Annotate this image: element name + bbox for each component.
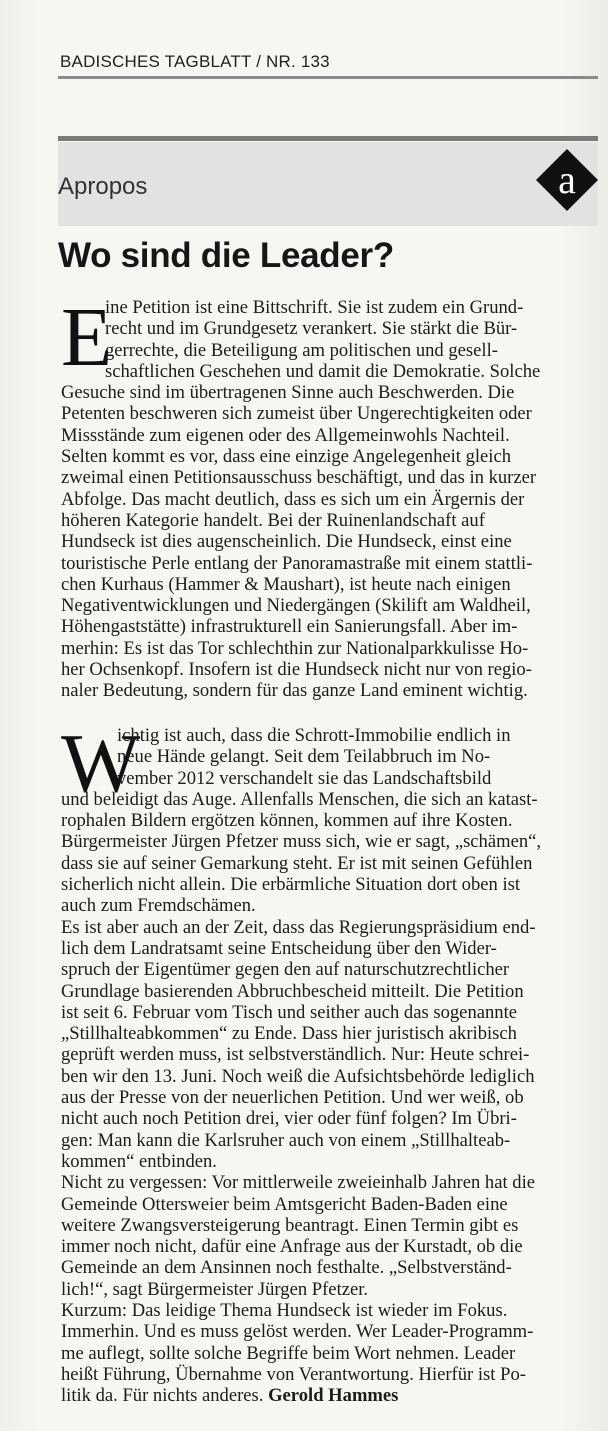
text-line: Bürgermeister Jürgen Pfetzer muss sich, wie er sagt, „schämen“,: [61, 831, 542, 853]
text-line: kommen“ entbinden.: [61, 1150, 217, 1172]
text-line: Selten kommt es vor, dass eine einzige Angelegenheit gleich: [61, 446, 512, 468]
text-line: aus der Presse von der neuerlichen Petition. Und wer weiß, ob: [61, 1087, 524, 1109]
text-line: Gesuche sind im übertragenen Sinne auch Beschwerden. Die: [61, 382, 515, 404]
publication-header: BADISCHES TAGBLATT / NR. 133: [60, 52, 330, 71]
text-line: dass sie auf seiner Gemarkung steht. Er ist mit seinen Gefühlen: [61, 852, 533, 874]
text-line: und beleidigt das Auge. Allenfalls Menschen, die sich an katast-: [61, 788, 538, 810]
badge-letter: a: [558, 157, 576, 202]
header-rule: [58, 76, 598, 79]
text-line: Missstände zum eigenen oder des Allgemeinwohls Nachteil.: [61, 424, 510, 446]
author-name: Gerold Hammes: [268, 1385, 399, 1407]
text-line: ichtig ist auch, dass die Schrott-Immobilie endlich in: [117, 725, 511, 746]
text-line-final: [61, 1385, 597, 1406]
closing-text: litik da. Für nichts anderes.: [61, 1385, 264, 1407]
text-line: ben wir den 13. Juni. Noch weiß die Aufsichtsbehörde lediglich: [61, 1065, 535, 1087]
text-line: Höhengaststätte) infrastrukturell ein Sanierungsfall. Aber im-: [61, 616, 518, 638]
text-line: lich!“, sagt Bürgermeister Jürgen Pfetzer.: [61, 1278, 369, 1300]
text-line: Nicht zu vergessen: Vor mittlerweile zweieinhalb Jahren hat die: [61, 1172, 535, 1194]
text-line: me auflegt, sollte solche Begriffe beim Wort nehmen. Leader: [61, 1342, 516, 1364]
text-line: naler Bedeutung, sondern für das ganze Land eminent wichtig.: [61, 680, 528, 702]
text-line: „Stillhalteabkommen“ zu Ende. Dass hier juristisch akribisch: [61, 1023, 517, 1045]
text-line: Es ist aber auch an der Zeit, dass das Regierungspräsidium end-: [61, 916, 536, 938]
text-line: Kurzum: Das leidige Thema Hundseck ist wieder im Fokus.: [61, 1300, 508, 1322]
section-rule: [58, 136, 598, 141]
text-line: geprüft werden muss, ist selbstverständlich. Nur: Heute schrei-: [61, 1044, 530, 1066]
article-paragraph-2: [61, 725, 597, 1407]
text-line: ine Petition ist eine Bittschrift. Sie ist zudem ein Grund-: [105, 297, 524, 318]
text-line: Grundlage basierenden Abbruchbescheid mitteilt. Die Petition: [61, 980, 524, 1002]
text-line: Negativentwicklungen und Niedergängen (Skilift am Waldheil,: [61, 595, 531, 617]
text-line: spruch der Eigentümer gegen den auf naturschutzrechtlicher: [61, 959, 510, 981]
section-label: Apropos: [58, 173, 148, 200]
text-line: heißt Führung, Übernahme von Verantwortung. Hierfür ist Po-: [61, 1363, 526, 1385]
text-line: lich dem Landratsamt seine Entscheidung über den Wider-: [61, 937, 497, 959]
text-line: Gemeinde Ottersweier beim Amtsgericht Baden-Baden eine: [61, 1193, 508, 1215]
text-line: neue Hände gelangt. Seit dem Teilabbruch im No-: [117, 746, 491, 768]
text-line: schaftlichen Geschehen und damit die Demokratie. Solche: [105, 360, 541, 382]
text-line: Immerhin. Und es muss gelöst werden. Wer Leader-Programm-: [61, 1321, 534, 1343]
text-line: gerrechte, die Beteiligung am politischen und gesell-: [105, 339, 498, 361]
text-line: her Ochsenkopf. Insofern ist die Hundseck nicht nur von regio-: [61, 659, 532, 681]
article-paragraph-1: [61, 291, 597, 702]
text-line: Hundseck ist dies augenscheinlich. Die Hundseck, einst eine: [61, 531, 512, 553]
text-line: ist seit 6. Februar vom Tisch und seither auch das sogenannte: [61, 1001, 518, 1023]
text-line: nicht auch noch Petition drei, vier oder fünf folgen? Im Übri-: [61, 1108, 517, 1130]
article-headline: Wo sind die Leader?: [58, 236, 394, 275]
section-badge-icon: [534, 147, 600, 213]
text-line: recht und im Grundgesetz verankert. Sie stärkt die Bür-: [105, 318, 518, 340]
dropcap-w: W: [61, 717, 141, 810]
text-line: vember 2012 verschandelt sie das Landschaftsbild: [117, 767, 492, 789]
text-line: chen Kurhaus (Hammer & Maushart), ist heute nach einigen: [61, 573, 511, 595]
text-line: zweimal einen Petitionsausschuss beschäftigt, und das in kurzer: [61, 467, 537, 489]
text-line: Petenten beschweren sich zumeist über Ungerechtigkeiten oder: [61, 403, 532, 425]
text-line: gen: Man kann die Karlsruher auch von einem „Stillhalteab-: [61, 1129, 511, 1151]
text-line: rophalen Bildern ergötzen können, kommen auf ihre Kosten.: [61, 810, 513, 832]
text-line: Gemeinde an dem Ansinnen noch festhalte. „Selbstverständ-: [61, 1257, 512, 1279]
text-line: merhin: Es ist das Tor schlechthin zur Nationalparkkulisse Ho-: [61, 637, 529, 659]
text-line: sicherlich nicht allein. Die erbärmliche Situation dort oben ist: [61, 874, 521, 896]
text-line: immer noch nicht, dafür eine Anfrage aus der Kurstadt, ob die: [61, 1236, 523, 1258]
text-line: auch zum Fremdschämen.: [61, 895, 256, 917]
dropcap-e: E: [61, 291, 113, 384]
text-line: weitere Zwangsversteigerung beantragt. Einen Termin gibt es: [61, 1214, 519, 1236]
text-line: Abfolge. Das macht deutlich, dass es sich um ein Ärgernis der: [61, 488, 525, 510]
text-line: touristische Perle entlang der Panoramastraße mit einem stattli-: [61, 552, 533, 574]
text-line: höheren Kategorie handelt. Bei der Ruinenlandschaft auf: [61, 509, 485, 531]
